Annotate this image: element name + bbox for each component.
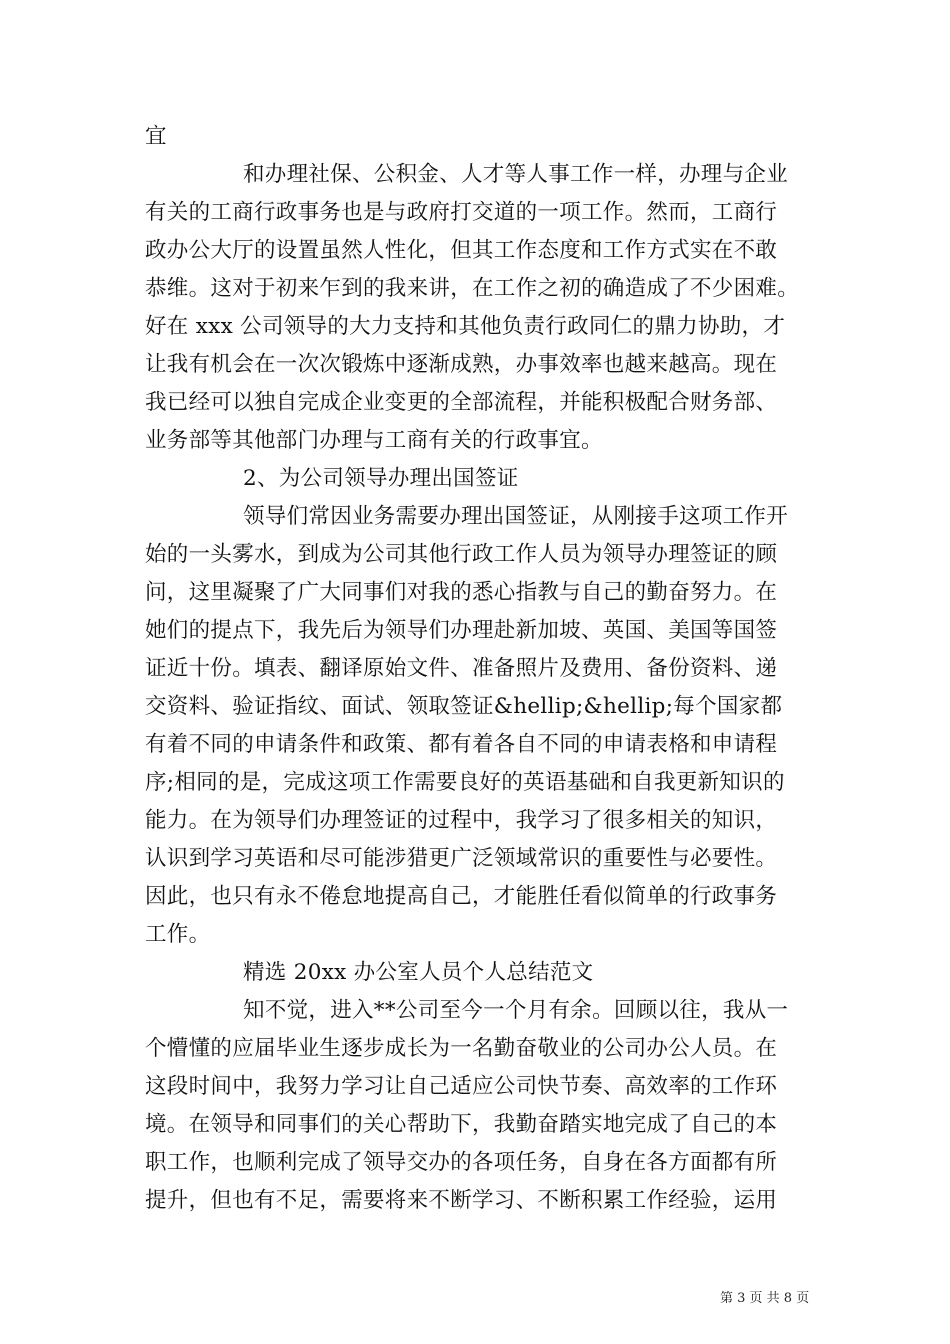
text-line: 工作。 [145,922,211,947]
text-line: 因此，也只有永不倦怠地提高自己，才能胜任看似简单的行政事务 [145,884,778,909]
text-line: 领导们常因业务需要办理出国签证，从刚接手这项工作开 [243,504,789,529]
text-line: 和办理社保、公积金、人才等人事工作一样，办理与企业 [243,162,789,187]
text-line: 知不觉，进入**公司至今一个月有余。回顾以往，我从一 [243,998,789,1023]
section-heading: 精选 20xx 办公室人员个人总结范文 [243,960,594,985]
text-line: 她们的提点下，我先后为领导们办理赴新加坡、英国、美国等国签 [145,618,778,643]
text-line: 好在 xxx 公司领导的大力支持和其他负责行政同仁的鼎力协助，才 [145,314,786,339]
text-line: 境。在领导和同事们的关心帮助下，我勤奋踏实地完成了自己的本 [145,1112,778,1137]
text-line: 问，这里凝聚了广大同事们对我的悉心指教与自己的勤奋努力。在 [145,580,778,605]
section-heading: 2、为公司领导办理出国签证 [243,466,519,491]
text-line: 让我有机会在一次次锻炼中逐渐成熟，办事效率也越来越高。现在 [145,352,778,377]
text-line: 恭维。这对于初来乍到的我来讲，在工作之初的确造成了不少困难。 [145,276,800,301]
text-line: 能力。在为领导们办理签证的过程中，我学习了很多相关的知识， [145,808,778,833]
text-line: 始的一头雾水，到成为公司其他行政工作人员为领导办理签证的顾 [145,542,778,567]
text-line: 证近十份。填表、翻译原始文件、准备照片及费用、备份资料、递 [145,656,778,681]
text-line: 业务部等其他部门办理与工商有关的行政事宜。 [145,428,603,453]
text-line: 这段时间中，我努力学习让自己适应公司快节奏、高效率的工作环 [145,1074,778,1099]
text-line: 提升，但也有不足，需要将来不断学习、不断积累工作经验，运用 [145,1188,778,1213]
page-number-footer: 第 3 页 共 8 页 [720,1291,810,1306]
text-line: 个懵懂的应届毕业生逐步成长为一名勤奋敬业的公司办公人员。在 [145,1036,778,1061]
text-line: 有关的工商行政事务也是与政府打交道的一项工作。然而，工商行 [145,200,778,225]
text-line: 交资料、验证指纹、面试、领取签证&hellip;&hellip;每个国家都 [145,694,783,719]
text-line: 认识到学习英语和尽可能涉猎更广泛领域常识的重要性与必要性。 [145,846,778,871]
text-line: 序;相同的是，完成这项工作需要良好的英语基础和自我更新知识的 [145,770,785,795]
text-line: 我已经可以独自完成企业变更的全部流程，并能积极配合财务部、 [145,390,778,415]
text-line: 有着不同的申请条件和政策、都有着各自不同的申请表格和申请程 [145,732,778,757]
text-line: 职工作，也顺利完成了领导交办的各项任务，自身在各方面都有所 [145,1150,778,1175]
text-line: 政办公大厅的设置虽然人性化，但其工作态度和工作方式实在不敢 [145,238,778,263]
text-line: 宜 [145,124,167,149]
